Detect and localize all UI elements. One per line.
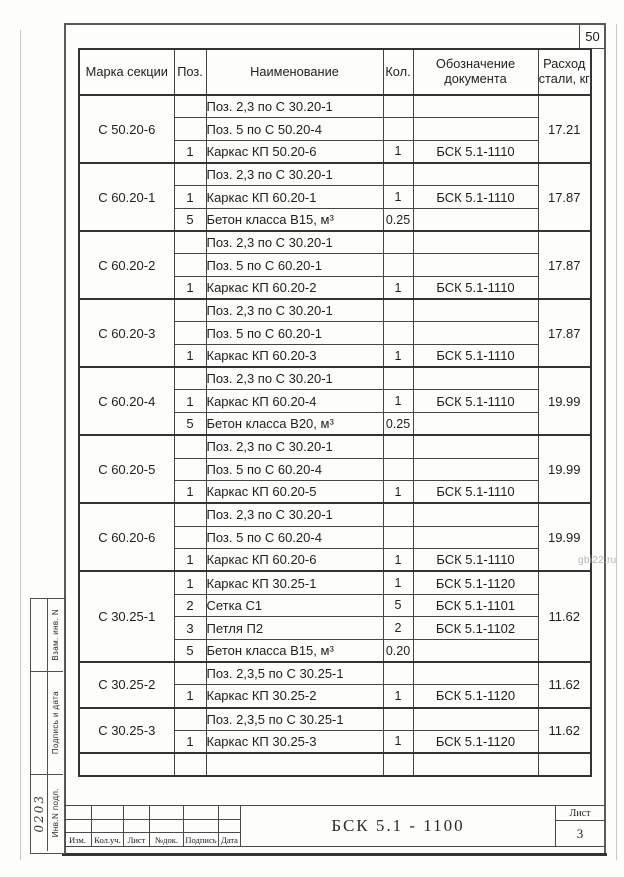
qty-cell [383,708,413,731]
doc-cell: БСК 5.1-1110 [413,390,538,413]
margin-stamp [30,598,66,854]
table-row [79,163,591,186]
qty-cell: 1 [383,186,413,209]
mark-cell: С 30.25-1 [79,571,174,662]
doc-cell [413,118,538,141]
watermark: gbi22.ru [578,555,617,566]
doc-cell [413,753,538,776]
col-header-doc: Обозначение документа [413,49,538,95]
pos-cell: 1 [174,345,206,368]
qty-cell: 1 [383,730,413,753]
pos-cell [174,231,206,254]
pos-cell [174,322,206,345]
qty-cell [383,435,413,458]
qty-cell [383,299,413,322]
steel-cell: 19.99 [538,435,591,503]
col-header-steel: Расход стали, кг [538,49,591,95]
margin-cell-blank [31,599,48,672]
qty-cell [383,254,413,277]
name-cell: Сетка С1 [206,594,383,617]
revision-cell [184,806,219,820]
pos-cell [174,753,206,776]
name-cell: Поз. 2,3 по С 30.20-1 [206,435,383,458]
qty-cell [383,322,413,345]
doc-cell: БСК 5.1-1110 [413,140,538,163]
name-cell: Бетон класса В20, м³ [206,413,383,436]
steel-cell: 17.87 [538,163,591,231]
doc-cell [413,231,538,254]
doc-cell [413,299,538,322]
qty-cell: 0.20 [383,640,413,663]
name-cell: Каркас КП 30.25-1 [206,571,383,594]
qty-cell [383,503,413,526]
pos-cell: 1 [174,685,206,708]
doc-cell [413,503,538,526]
table-row [79,503,591,526]
name-cell: Петля П2 [206,617,383,640]
doc-cell [413,662,538,685]
mark-cell: С 60.20-1 [79,163,174,231]
qty-cell [383,662,413,685]
table-row [79,299,591,322]
revision-cell [219,820,240,833]
name-cell: Поз. 2,3 по С 30.20-1 [206,503,383,526]
pos-cell [174,526,206,549]
sheet-label: Лист [555,806,605,821]
revision-cell [124,806,150,820]
name-cell: Каркас КП 60.20-2 [206,277,383,300]
revision-cell [92,820,124,833]
revision-label: Изм. [64,833,92,846]
pos-cell [174,254,206,277]
mark-cell: С 30.25-3 [79,708,174,753]
pos-cell [174,458,206,481]
pos-cell: 1 [174,549,206,572]
qty-cell [383,231,413,254]
doc-cell [413,640,538,663]
doc-cell: БСК 5.1-1101 [413,594,538,617]
revision-label: Кол.уч. [92,833,124,846]
pos-cell [174,299,206,322]
steel-cell [538,753,591,776]
steel-cell: 17.87 [538,231,591,299]
qty-cell: 1 [383,277,413,300]
qty-cell [383,95,413,118]
doc-cell [413,95,538,118]
pos-cell [174,163,206,186]
col-header-mark: Марка секции [79,49,174,95]
qty-cell [383,163,413,186]
revision-table [64,806,241,846]
frame-right-line [604,23,606,856]
doc-cell [413,208,538,231]
qty-cell: 5 [383,594,413,617]
doc-cell: БСК 5.1-1110 [413,186,538,209]
col-header-name: Наименование [206,49,383,95]
page-number-box [579,25,605,49]
margin-cell-vzam [48,599,63,672]
name-cell: Поз. 2,3 по С 30.20-1 [206,95,383,118]
pos-cell: 1 [174,571,206,594]
table-row [79,367,591,390]
table-row [79,708,591,731]
pos-cell [174,95,206,118]
table-row [79,571,591,594]
doc-cell: БСК 5.1-1120 [413,730,538,753]
name-cell [206,753,383,776]
doc-cell [413,413,538,436]
qty-cell [383,753,413,776]
qty-cell [383,458,413,481]
frame-top-line [64,23,606,25]
doc-cell: БСК 5.1-1110 [413,345,538,368]
table-header-row [79,49,591,95]
pos-cell: 5 [174,640,206,663]
inventory-number-handwritten: 0203 [32,793,46,833]
qty-cell: 2 [383,617,413,640]
qty-cell [383,526,413,549]
pos-cell [174,662,206,685]
steel-cell: 11.62 [538,571,591,662]
sheet-box [555,806,605,846]
steel-cell: 11.62 [538,662,591,707]
pos-cell [174,708,206,731]
document-code-box [241,806,556,846]
mark-cell: С 60.20-6 [79,503,174,571]
name-cell: Каркас КП 60.20-3 [206,345,383,368]
mark-cell: С 60.20-3 [79,299,174,367]
frame-outer-right-line [616,24,617,860]
margin-cell-inv-value [31,775,48,851]
pos-cell: 5 [174,413,206,436]
revision-cell [150,820,184,833]
name-cell: Поз. 2,3,5 по С 30.25-1 [206,708,383,731]
doc-cell [413,367,538,390]
mark-cell: С 60.20-2 [79,231,174,299]
qty-cell: 1 [383,390,413,413]
pos-cell: 1 [174,186,206,209]
document-code: БСК 5.1 - 1100 [331,816,465,835]
name-cell: Каркас КП 50.20-6 [206,140,383,163]
table-row [79,95,591,118]
doc-cell: БСК 5.1-1110 [413,277,538,300]
margin-cell-inv [48,775,63,851]
name-cell: Каркас КП 60.20-1 [206,186,383,209]
doc-cell [413,322,538,345]
table-row [79,231,591,254]
qty-cell [383,118,413,141]
margin-cell-blank [31,672,48,775]
revision-cell [184,820,219,833]
frame-bottom-line [62,853,607,856]
doc-cell [413,435,538,458]
spec-table [78,48,592,777]
revision-label: Лист [124,833,150,846]
doc-cell [413,163,538,186]
steel-cell: 17.21 [538,95,591,163]
page-number: 50 [585,29,600,44]
qty-cell: 0.25 [383,208,413,231]
name-cell: Поз. 5 по С 50.20-4 [206,118,383,141]
name-cell: Поз. 5 по С 60.20-4 [206,526,383,549]
doc-cell: БСК 5.1-1120 [413,685,538,708]
doc-cell: БСК 5.1-1120 [413,571,538,594]
name-cell: Бетон класса В15, м³ [206,208,383,231]
steel-cell: 11.62 [538,708,591,753]
mark-cell: С 60.20-5 [79,435,174,503]
pos-cell: 1 [174,277,206,300]
name-cell: Поз. 2,3 по С 30.20-1 [206,367,383,390]
doc-cell: БСК 5.1-1102 [413,617,538,640]
margin-cell-podpis [48,672,63,775]
pos-cell: 3 [174,617,206,640]
spec-table-body [79,95,591,776]
name-cell: Бетон класса В15, м³ [206,640,383,663]
name-cell: Поз. 2,3 по С 30.20-1 [206,163,383,186]
pos-cell: 1 [174,730,206,753]
doc-cell: БСК 5.1-1110 [413,481,538,504]
revision-label: №док. [150,833,184,846]
mark-cell: С 60.20-4 [79,367,174,435]
vzam-inv-label: Взам. инв. N [51,609,60,661]
mark-cell [79,753,174,776]
revision-label: Дата [221,834,238,845]
pos-cell: 5 [174,208,206,231]
revision-cell [219,806,240,820]
pos-cell: 2 [174,594,206,617]
revision-cell [124,820,150,833]
pos-cell [174,435,206,458]
name-cell: Каркас КП 30.25-2 [206,685,383,708]
name-cell: Поз. 5 по С 60.20-4 [206,458,383,481]
paper-edge-line [20,30,21,860]
revision-cell [64,820,92,833]
name-cell: Каркас КП 30.25-3 [206,730,383,753]
doc-cell [413,526,538,549]
doc-cell: БСК 5.1-1110 [413,549,538,572]
qty-cell: 1 [383,685,413,708]
revision-label: Подпись [184,833,219,846]
qty-cell: 1 [383,140,413,163]
sheet-number: 3 [576,825,584,841]
pos-cell: 1 [174,390,206,413]
podpis-data-label: Подпись и дата [51,691,60,755]
table-row [79,662,591,685]
qty-cell: 1 [383,345,413,368]
col-header-pos: Поз. [174,49,206,95]
table-row [79,753,591,776]
title-block [64,805,605,847]
pos-cell: 1 [174,481,206,504]
name-cell: Каркас КП 60.20-5 [206,481,383,504]
qty-cell: 0.25 [383,413,413,436]
table-row [79,435,591,458]
mark-cell: С 50.20-6 [79,95,174,163]
name-cell: Поз. 2,3 по С 30.20-1 [206,231,383,254]
col-header-qty: Кол. [383,49,413,95]
pos-cell: 1 [174,140,206,163]
pos-cell [174,367,206,390]
pos-cell [174,503,206,526]
name-cell: Поз. 5 по С 60.20-1 [206,322,383,345]
mark-cell: С 30.25-2 [79,662,174,707]
qty-cell [383,367,413,390]
qty-cell: 1 [383,549,413,572]
name-cell: Поз. 2,3 по С 30.20-1 [206,299,383,322]
steel-cell: 17.87 [538,299,591,367]
revision-cell [64,806,92,820]
name-cell: Каркас КП 60.20-6 [206,549,383,572]
doc-cell [413,254,538,277]
steel-cell: 19.99 [538,503,591,571]
doc-cell [413,708,538,731]
revision-cell [92,806,124,820]
inv-podl-label: Инв.N подл. [51,788,60,838]
qty-cell: 1 [383,571,413,594]
steel-cell: 19.99 [538,367,591,435]
name-cell: Поз. 2,3,5 по С 30.25-1 [206,662,383,685]
doc-cell [413,458,538,481]
pos-cell [174,118,206,141]
name-cell: Поз. 5 по С 60.20-1 [206,254,383,277]
revision-cell [150,806,184,820]
name-cell: Каркас КП 60.20-4 [206,390,383,413]
qty-cell: 1 [383,481,413,504]
